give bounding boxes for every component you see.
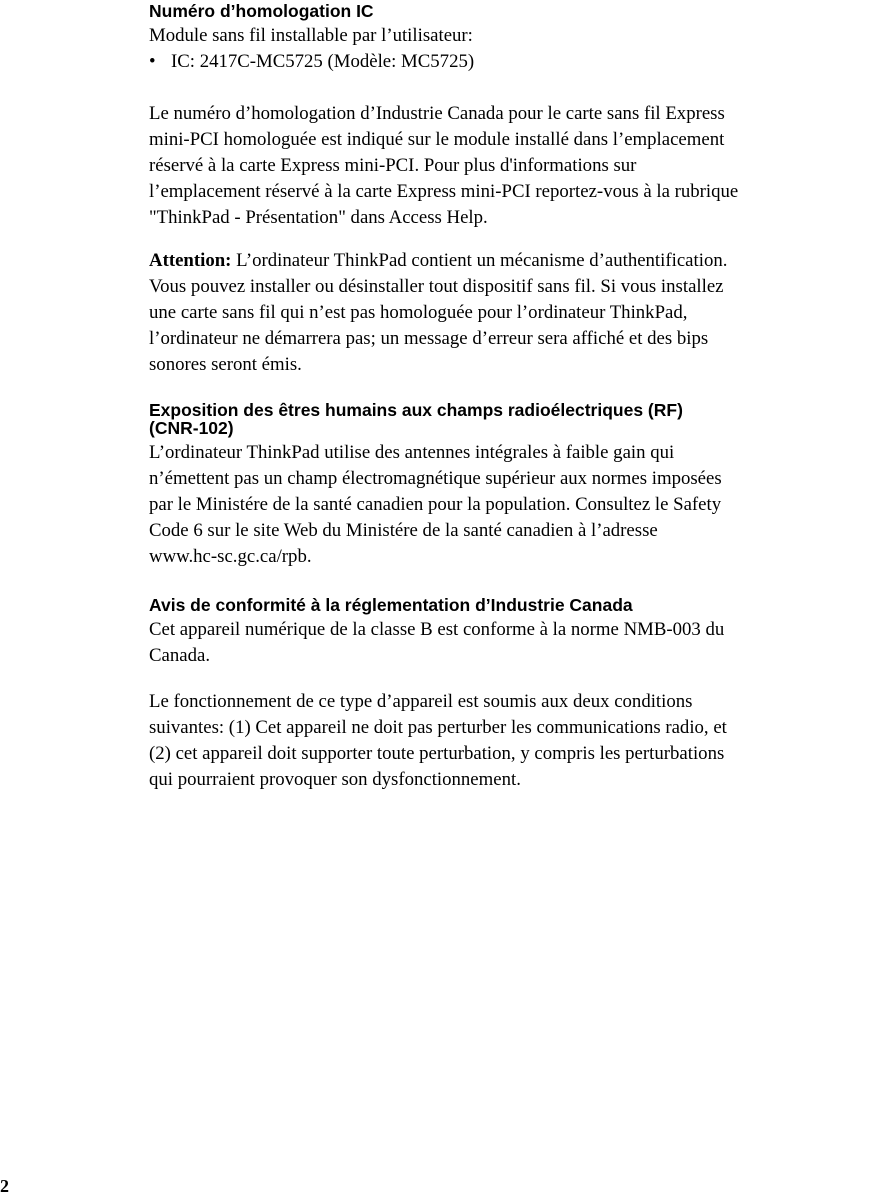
text-line: Vous pouvez installer ou désinstaller tout dispositif sans fil. Si vous installez (149, 276, 724, 297)
text-line: n’émettent pas un champ électromagnétique supérieur aux normes imposées (149, 468, 722, 489)
text-line: Code 6 sur le site Web du Ministére de la santé canadien à l’adresse (149, 520, 658, 541)
bullet-item (149, 49, 474, 75)
text-line: Cet appareil numérique de la classe B est conforme à la norme NMB-003 du (149, 619, 725, 640)
text-line: "ThinkPad - Présentation" dans Access Help. (149, 207, 488, 228)
text-line: mini-PCI homologuée est indiqué sur le module installé dans l’emplacement (149, 129, 725, 150)
text-line: Canada. (149, 645, 211, 666)
heading-ic-certification: Numéro d’homologation IC (149, 1, 374, 21)
attention-label: Attention: (149, 250, 232, 271)
heading-line: Exposition des êtres humains aux champs radioélectriques (RF) (149, 400, 683, 420)
text-line: réservé à la carte Express mini-PCI. Pour plus d'informations sur (149, 155, 637, 176)
paragraph-conditions (149, 689, 727, 793)
text-line: (2) cet appareil doit supporter toute perturbation, y compris les perturbations (149, 743, 725, 764)
attention-text: L’ordinateur ThinkPad contient un mécanisme d’authentification. (231, 250, 728, 271)
paragraph-compliance (149, 617, 724, 669)
section-compliance (149, 596, 633, 614)
text-line: qui pourraient provoquer son dysfonctionnement. (149, 769, 521, 790)
text-line: L’ordinateur ThinkPad utilise des antennes intégrales à faible gain qui (149, 442, 675, 463)
intro-text: Module sans fil installable par l’utilisateur: (149, 25, 473, 46)
heading-line: (CNR-102) (149, 418, 234, 438)
text-line: www.hc-sc.gc.ca/rpb. (149, 546, 312, 567)
page-number: 2 (0, 1176, 9, 1196)
text-line: Le numéro d’homologation d’Industrie Canada pour le carte sans fil Express (149, 103, 725, 124)
text-line: une carte sans fil qui n’est pas homologuée pour l’ordinateur ThinkPad, (149, 302, 688, 323)
paragraph-attention (149, 248, 727, 378)
heading-rf-exposure (149, 401, 683, 437)
text-line: suivantes: (1) Cet appareil ne doit pas perturber les communications radio, et (149, 717, 727, 738)
section-ic-certification (149, 2, 374, 20)
paragraph-rf-exposure (149, 440, 722, 570)
bullet-text: IC: 2417C-MC5725 (Modèle: MC5725) (171, 51, 475, 72)
text-line: par le Ministére de la santé canadien pour la population. Consultez le Safety (149, 494, 722, 515)
paragraph-ic-number (149, 101, 738, 231)
section-rf-exposure (149, 401, 683, 437)
attention-first-line (149, 248, 727, 274)
heading-compliance: Avis de conformité à la réglementation d’Industrie Canada (149, 595, 633, 615)
text-line: Le fonctionnement de ce type d’appareil est soumis aux deux conditions (149, 691, 693, 712)
text-line: sonores seront émis. (149, 354, 302, 375)
bullet-icon: • (149, 51, 156, 72)
text-line: l’ordinateur ne démarrera pas; un message d’erreur sera affiché et des bips (149, 328, 709, 349)
text-line: l’emplacement réservé à la carte Express mini-PCI reportez-vous à la rubrique (149, 181, 739, 202)
